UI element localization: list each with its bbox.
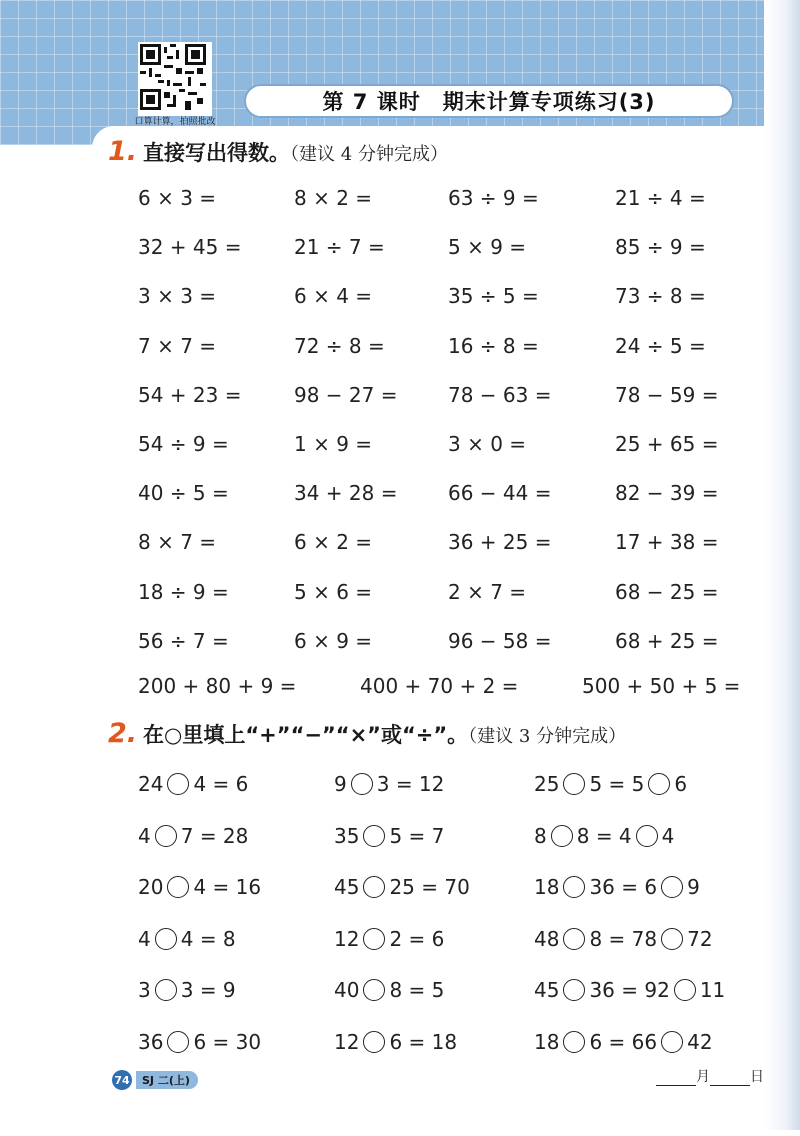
operator-circle[interactable] xyxy=(155,928,177,950)
operand-left: 3 xyxy=(138,978,151,1003)
operator-problem xyxy=(138,966,334,1014)
problem-item[interactable]: 72 ÷ 8 = xyxy=(294,333,385,358)
operator-circle[interactable] xyxy=(661,1031,683,1053)
operator-circle[interactable] xyxy=(563,876,585,898)
operator-problem xyxy=(534,812,758,860)
header-band xyxy=(0,0,800,145)
operator-circle[interactable] xyxy=(167,773,189,795)
problem-item[interactable]: 98 − 27 = xyxy=(294,382,398,407)
operand-left: 25 xyxy=(534,772,560,796)
section-1-last-row xyxy=(138,664,758,708)
operator-circle[interactable] xyxy=(363,1031,385,1053)
operator-problem xyxy=(334,966,534,1014)
operator-problem xyxy=(138,760,334,808)
problem-item[interactable]: 6 × 3 = xyxy=(138,186,217,210)
problem-item[interactable]: 78 − 59 = xyxy=(615,382,719,407)
operator-circle[interactable] xyxy=(363,979,385,1001)
problem-item[interactable]: 17 + 38 = xyxy=(615,530,719,555)
day-label: 日 xyxy=(750,1069,764,1085)
operand-right: 5 = 5 xyxy=(589,772,645,796)
section-1-number: 1. xyxy=(108,136,138,167)
operand-right: 6 = 18 xyxy=(389,1029,458,1054)
operand-right: 6 = 66 xyxy=(589,1029,658,1054)
problem-item[interactable]: 6 × 2 = xyxy=(294,530,373,555)
problem-item[interactable]: 1 × 9 = xyxy=(294,431,373,456)
operator-circle[interactable] xyxy=(155,979,177,1001)
operand-right: 4 = 6 xyxy=(193,772,249,796)
operand-left: 45 xyxy=(334,875,360,900)
problem-item[interactable]: 25 + 65 = xyxy=(615,431,719,456)
problem-item[interactable]: 78 − 63 = xyxy=(448,382,552,407)
problem-item[interactable]: 82 − 39 = xyxy=(615,481,719,506)
date-field xyxy=(656,1066,764,1086)
problem-item[interactable]: 400 + 70 + 2 = xyxy=(360,674,519,698)
operator-circle[interactable] xyxy=(563,979,585,1001)
month-label: 月 xyxy=(696,1069,710,1085)
operand-right: 36 = 92 xyxy=(589,978,670,1003)
operand-left: 4 xyxy=(138,926,151,951)
operator-problem xyxy=(534,915,758,963)
section-1-heading xyxy=(108,136,448,167)
problem-item[interactable]: 34 + 28 = xyxy=(294,481,398,506)
operand-left: 20 xyxy=(138,875,164,900)
operator-circle[interactable] xyxy=(363,928,385,950)
operator-problem xyxy=(138,915,334,963)
operator-problem xyxy=(334,812,534,860)
operand-right: 8 = 4 xyxy=(576,823,632,848)
operand-right: 4 = 16 xyxy=(193,875,262,900)
operand-right: 3 = 12 xyxy=(376,772,445,796)
operator-circle[interactable] xyxy=(363,825,385,847)
problem-item[interactable]: 96 − 58 = xyxy=(448,628,552,653)
operand-right: 4 = 8 xyxy=(180,926,236,951)
operand-left: 40 xyxy=(334,978,360,1003)
qr-caption: 口算计算，拍照批改 xyxy=(134,117,216,127)
operand-left: 12 xyxy=(334,926,360,951)
operand-extra: 6 xyxy=(674,772,688,796)
problem-item[interactable]: 5 × 6 = xyxy=(294,579,373,604)
problem-item[interactable]: 40 ÷ 5 = xyxy=(138,481,229,506)
operator-problem xyxy=(334,915,534,963)
operator-circle[interactable] xyxy=(636,825,658,847)
problem-item[interactable]: 500 + 50 + 5 = xyxy=(582,674,741,698)
section-2-hint: （建议 3 分钟完成） xyxy=(468,726,627,747)
month-blank[interactable] xyxy=(656,1085,696,1086)
operator-circle[interactable] xyxy=(551,825,573,847)
problem-item[interactable]: 35 ÷ 5 = xyxy=(448,284,539,309)
operand-right: 7 = 28 xyxy=(180,823,249,848)
problem-item[interactable]: 85 ÷ 9 = xyxy=(615,235,706,260)
problem-item[interactable]: 66 − 44 = xyxy=(448,481,552,506)
operand-right: 3 = 9 xyxy=(180,978,236,1003)
operator-problem xyxy=(138,1018,334,1066)
problem-item[interactable]: 21 ÷ 7 = xyxy=(294,235,385,260)
operand-left: 9 xyxy=(334,772,347,796)
operator-problem xyxy=(138,812,334,860)
section-2-number: 2. xyxy=(108,718,138,749)
qr-code-icon[interactable] xyxy=(138,42,212,116)
title-text: 期末计算专项练习(3) xyxy=(442,90,656,114)
operand-extra: 72 xyxy=(687,926,713,951)
problem-item[interactable]: 6 × 9 = xyxy=(294,628,373,653)
operator-circle[interactable] xyxy=(674,979,696,1001)
problem-item[interactable]: 63 ÷ 9 = xyxy=(448,186,539,210)
day-blank[interactable] xyxy=(710,1085,750,1086)
section-1-problems xyxy=(138,176,758,668)
problem-item[interactable]: 68 + 25 = xyxy=(615,628,719,653)
operator-problem xyxy=(138,863,334,911)
operator-circle[interactable] xyxy=(363,876,385,898)
operator-circle[interactable] xyxy=(563,928,585,950)
section-2-problems xyxy=(138,760,758,1070)
operator-problem xyxy=(534,760,758,808)
page-title xyxy=(244,84,734,118)
problem-item[interactable]: 21 ÷ 4 = xyxy=(615,186,706,210)
operand-extra: 42 xyxy=(687,1029,713,1054)
operand-left: 36 xyxy=(138,1029,164,1054)
operator-problem xyxy=(534,966,758,1014)
operand-left: 4 xyxy=(138,823,151,848)
operand-extra: 9 xyxy=(687,875,700,900)
operand-left: 18 xyxy=(534,1029,560,1054)
problem-item[interactable]: 8 × 7 = xyxy=(138,530,217,555)
operator-problem xyxy=(334,1018,534,1066)
problem-item[interactable]: 2 × 7 = xyxy=(448,579,527,604)
problem-item[interactable]: 16 ÷ 8 = xyxy=(448,333,539,358)
footer-page-info xyxy=(112,1070,198,1090)
operand-left: 24 xyxy=(138,772,164,796)
operator-circle[interactable] xyxy=(167,876,189,898)
problem-item[interactable]: 54 ÷ 9 = xyxy=(138,431,229,456)
problem-item[interactable]: 7 × 7 = xyxy=(138,333,217,358)
operand-left: 45 xyxy=(534,978,560,1003)
operand-right: 5 = 7 xyxy=(389,823,445,848)
operand-extra: 11 xyxy=(699,978,726,1003)
operand-right: 25 = 70 xyxy=(389,875,470,900)
operator-problem xyxy=(534,863,758,911)
operand-left: 12 xyxy=(334,1029,360,1054)
problem-item[interactable]: 68 − 25 = xyxy=(615,579,719,604)
page-number: 74 xyxy=(112,1070,132,1090)
section-1-instruction: 直接写出得数。 xyxy=(143,141,291,165)
problem-item[interactable]: 8 × 2 = xyxy=(294,186,373,210)
operand-right: 36 = 6 xyxy=(589,875,658,900)
problem-item[interactable]: 32 + 45 = xyxy=(138,235,242,260)
problem-item[interactable]: 18 ÷ 9 = xyxy=(138,579,229,604)
problem-item[interactable]: 73 ÷ 8 = xyxy=(615,284,706,309)
operand-right: 2 = 6 xyxy=(389,926,445,951)
problem-item[interactable]: 56 ÷ 7 = xyxy=(138,628,229,653)
problem-item[interactable]: 24 ÷ 5 = xyxy=(615,333,706,358)
operator-problem xyxy=(534,1018,758,1066)
operator-circle[interactable] xyxy=(648,773,670,795)
operand-right: 8 = 5 xyxy=(389,978,445,1003)
section-2-heading xyxy=(108,718,626,749)
problem-item[interactable]: 3 × 0 = xyxy=(448,431,527,456)
operand-right: 6 = 30 xyxy=(193,1029,262,1054)
grade-tag: SJ 二(上) xyxy=(136,1071,198,1089)
operator-circle[interactable] xyxy=(563,773,585,795)
operator-problem xyxy=(334,863,534,911)
problem-item[interactable]: 6 × 4 = xyxy=(294,284,373,309)
operator-circle[interactable] xyxy=(167,1031,189,1053)
lesson-label: 第 7 课时 xyxy=(322,90,421,114)
problem-item[interactable]: 36 + 25 = xyxy=(448,530,552,555)
operator-circle[interactable] xyxy=(661,928,683,950)
operand-extra: 4 xyxy=(661,823,675,848)
problem-item[interactable]: 5 × 9 = xyxy=(448,235,527,260)
section-1-hint: （建议 4 分钟完成） xyxy=(290,144,448,165)
problem-item[interactable]: 200 + 80 + 9 = xyxy=(138,674,297,698)
operator-circle[interactable] xyxy=(155,825,177,847)
operator-circle[interactable] xyxy=(563,1031,585,1053)
operator-circle[interactable] xyxy=(351,773,373,795)
page-edge xyxy=(764,0,800,1130)
operator-circle[interactable] xyxy=(661,876,683,898)
operand-left: 48 xyxy=(534,926,560,951)
section-2-instruction: 在○里填上“+”“−”“×”或“÷”。 xyxy=(143,723,469,747)
problem-item[interactable]: 3 × 3 = xyxy=(138,284,217,309)
problem-item[interactable]: 54 + 23 = xyxy=(138,382,242,407)
operand-left: 18 xyxy=(534,875,560,900)
operator-problem xyxy=(334,760,534,808)
operand-left: 35 xyxy=(334,823,360,848)
operand-right: 8 = 78 xyxy=(589,926,658,951)
operand-left: 8 xyxy=(534,823,547,848)
